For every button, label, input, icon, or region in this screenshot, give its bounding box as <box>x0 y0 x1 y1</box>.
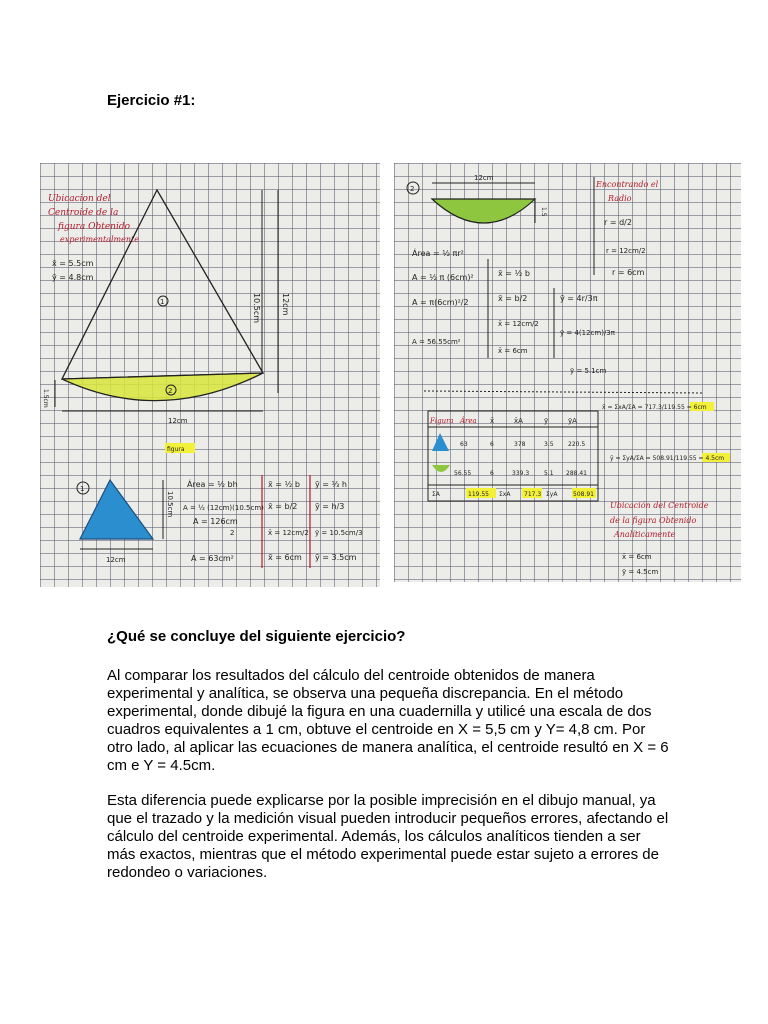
xbar-eq2: x̄ = b/2 <box>498 294 528 303</box>
eq-x2: x̄ = b/2 <box>268 502 298 511</box>
table-cell: 288.41 <box>566 470 587 477</box>
eq-y3: ȳ = 10.5cm/3 <box>315 529 363 537</box>
table-semicircle-icon <box>432 465 450 472</box>
analytical-calculation <box>394 163 741 582</box>
table-sum-cell: ΣyA <box>546 491 558 498</box>
dim-height2: 12cm <box>281 293 290 316</box>
page-heading: Ejercicio #1: <box>107 92 196 109</box>
table-sum-cell: 508.91 <box>573 491 594 498</box>
table-cell: 6 <box>490 441 494 448</box>
table-sum-cell: ΣxA <box>499 491 511 498</box>
table-cell: 339.3 <box>512 470 530 477</box>
radius-eq3: r = 6cm <box>612 268 645 277</box>
semicircle-shape <box>432 199 535 223</box>
dim-top: 12cm <box>474 174 494 182</box>
red-conclusion-line: Ubicación del Centroide <box>610 501 709 510</box>
table-cell: 5.1 <box>544 470 554 477</box>
area-eq4: A = 56.55cm² <box>412 338 461 346</box>
area-eq1: Área = ½ πr² <box>412 249 464 258</box>
eq-area2: A = ½ (12cm)(10.5cm) <box>183 504 264 512</box>
results-table <box>428 411 598 501</box>
area-eq3: A = π(6cm)²/2 <box>412 298 469 307</box>
eq-x1: x̄ = ½ b <box>268 480 300 489</box>
eq-y2: ȳ = h/3 <box>315 502 345 511</box>
x-experimental: x̄ = 5.5cm <box>52 259 94 268</box>
conclusion-paragraph: Esta diferencia puede explicarse por la posible imprecisión en el dibujo manual, ya que el trazado y la medición visual pueden introducir pequeños errores, afectando el cálculo del centroide experimental. Además, los cálculos analíticos tienden a ser más exactos, mientras que el método experimental puede estar sujeto a errores de redondeo o variaciones. <box>107 792 669 881</box>
blue-triangle <box>80 480 153 539</box>
final-y: ȳ = 4.5cm <box>622 568 659 576</box>
ybar-eq2: ȳ = 4(12cm)/3π <box>560 329 615 337</box>
eq-area-final: A = 63cm² <box>191 554 234 563</box>
table-header: Figura <box>430 417 454 425</box>
label-2: 2 <box>168 387 173 395</box>
table-cell: 63 <box>460 441 468 448</box>
table-cell: 56.55 <box>454 470 472 477</box>
eq-y4: ȳ = 3.5cm <box>315 553 357 562</box>
table-cell: 378 <box>514 441 526 448</box>
dim-side: 1.5 <box>540 207 547 217</box>
table-header: x̄ <box>490 417 495 425</box>
dim-height1: 10.5cm <box>252 293 261 324</box>
red-title-line: Radio <box>608 194 632 203</box>
eq-area4: 2 <box>230 529 235 537</box>
separator-line <box>424 391 704 393</box>
eq-area: Área = ½ bh <box>187 480 238 489</box>
triangle-number: 1 <box>80 485 85 493</box>
ybar-final-formula: ȳ = ΣyA/ΣA = 508.91/119.55 = 4.5cm <box>610 455 725 462</box>
xbar-final-formula: x̄ = ΣxA/ΣA = 717.3/119.55 = 6cm <box>602 404 707 411</box>
cone-triangle <box>62 190 263 379</box>
ybar-eq1: ȳ = 4r/3π <box>560 294 598 303</box>
radius-eq2: r = 12cm/2 <box>606 247 646 255</box>
table-cell: 6 <box>490 470 494 477</box>
table-sum-cell: 119.55 <box>468 491 489 498</box>
eq-x4: x̄ = 6cm <box>268 553 302 562</box>
table-header: ȳA <box>568 417 577 425</box>
tri-base: 12cm <box>106 556 126 564</box>
red-title-line: Centroide de la <box>48 208 119 218</box>
conclusion-question: ¿Qué se concluye del siguiente ejercicio? <box>107 628 406 645</box>
table-triangle-icon <box>432 433 449 451</box>
red-title-line: experimentalmente <box>60 235 139 244</box>
tri-height: 10.5cm <box>166 491 174 518</box>
red-conclusion-line: de la figura Obtenido <box>610 516 697 525</box>
table-header: Área <box>460 417 477 425</box>
eq-x3: x̄ = 12cm/2 <box>268 529 309 537</box>
red-conclusion-line: Analíticamente <box>614 530 676 539</box>
conclusion-paragraph: Al comparar los resultados del cálculo del centroide obtenidos de manera experimental y analítica, se observa una pequeña discrepancia. En el método experimental, donde dibujé la figura en una cuadernilla y utilicé una escala de dos cuadros equivalentes a 1 cm, obtuve el centroide en X = 5,5 cm y Y= 4,8 cm. Por otro lado, al aplicar las ecuaciones de manera analítica, el centroide resultó en X = 6 cm e Y = 4.5cm. <box>107 667 669 774</box>
ybar-eq3: ȳ = 5.1cm <box>570 367 607 375</box>
notebook-photo-analytical <box>394 163 741 582</box>
table-cell: 3.5 <box>544 441 554 448</box>
table-sum-cell: 717.3 <box>524 491 542 498</box>
red-title-line: Ubicacion del <box>48 194 111 204</box>
table-header: ȳ <box>544 417 549 425</box>
table-sum-cell: ΣA <box>432 491 440 498</box>
xbar-eq3: x̄ = 12cm/2 <box>498 320 539 328</box>
table-cell: 220.5 <box>568 441 586 448</box>
section-number: 2 <box>410 185 415 193</box>
y-experimental: ȳ = 4.8cm <box>52 273 94 282</box>
dim-small: 1.5cm <box>42 389 49 408</box>
figura-tag: figura <box>167 446 185 453</box>
notebook-photo-experimental <box>40 163 380 587</box>
eq-area3: A = 126cm <box>193 517 238 526</box>
dim-bottom: 12cm <box>168 417 188 425</box>
radius-eq1: r = d/2 <box>604 218 632 227</box>
semicircle-segment <box>62 373 263 401</box>
area-eq2: A = ½ π (6cm)² <box>412 273 474 282</box>
xbar-eq1: x̄ = ½ b <box>498 269 530 278</box>
red-title-line: figura Obtenido <box>58 222 131 232</box>
label-1: 1 <box>160 298 165 306</box>
red-title-line: Encontrando el <box>596 180 659 189</box>
xbar-eq4: x̄ = 6cm <box>498 347 528 355</box>
eq-y1: ȳ = ⅓ h <box>315 480 347 489</box>
final-x: x̄ = 6cm <box>622 553 652 561</box>
experimental-drawing <box>40 163 380 587</box>
table-header: x̄A <box>514 417 523 425</box>
